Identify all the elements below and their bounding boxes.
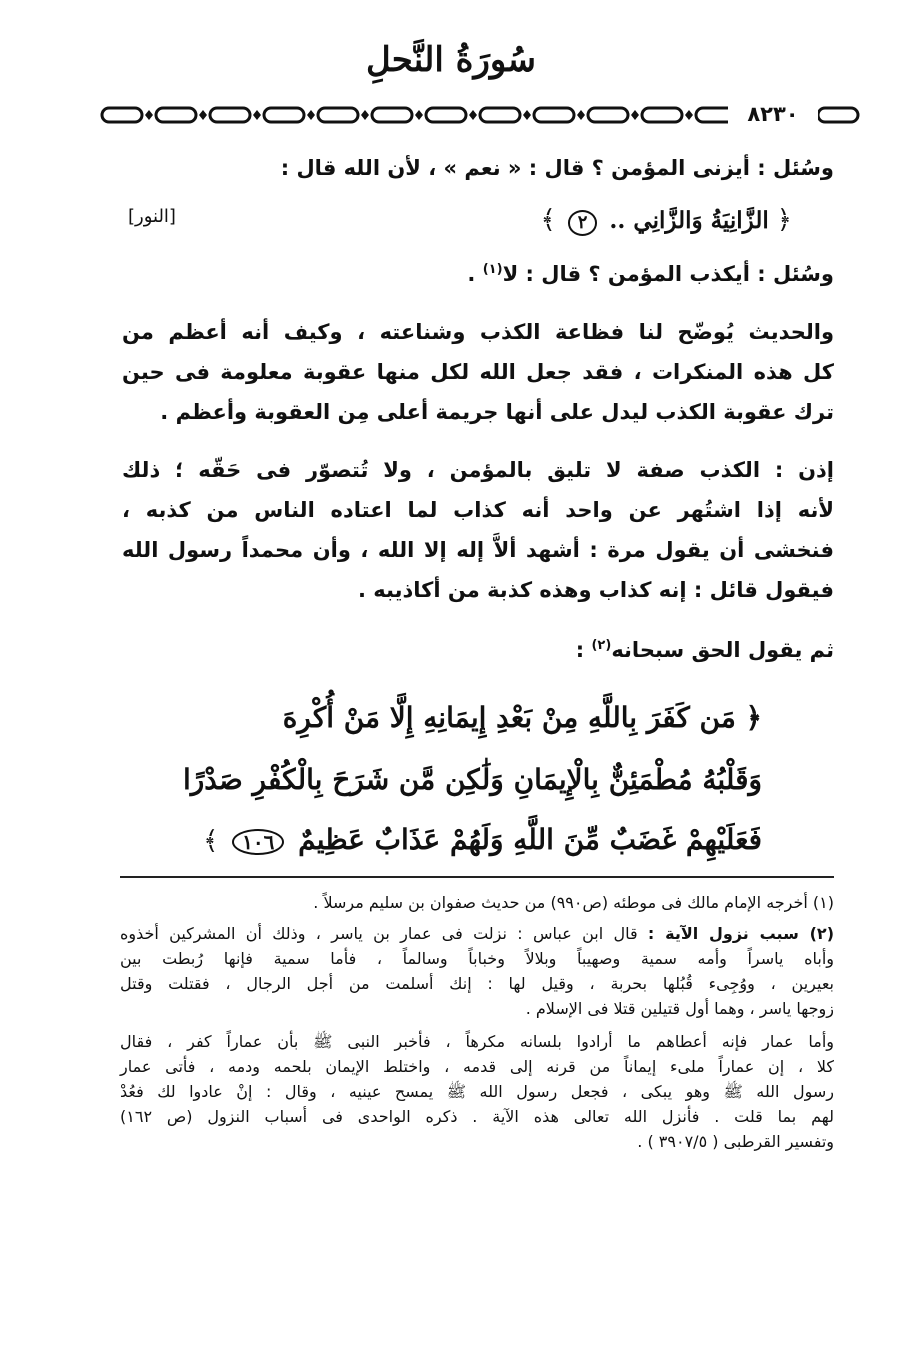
- line-end: .: [467, 262, 483, 286]
- paragraph-2: [122, 450, 834, 610]
- ayah-number-badge: ١٠٦: [232, 829, 284, 855]
- footnote-line: بعيرين ، ووُجِىء قُبُلها بحربة ، وقيل لها : إنك أسلمت من أجل الرجال ، فقتلت وقتل: [120, 974, 834, 993]
- quran-line-1: ﴿ مَن كَفَرَ بِاللَّهِ مِنْ بَعْدِ إِيمَانِهِ إِلَّا مَنْ أُكْرِهَ: [282, 701, 762, 734]
- question-text: وسُئل : أيكذب المؤمن ؟ قال : لا: [502, 262, 834, 286]
- footnote-line: رسول الله ﷺ وهو يبكى ، فجعل رسول الله ﷺ يمسح عينيه ، وقال : إنْ عادوا لك فعُدْ: [120, 1082, 834, 1101]
- text-line: إذن : الكذب صفة لا تليق بالمؤمن ، ولا تُتصوّر فى حَقّه ؛ ذلك: [122, 458, 834, 482]
- intro-text: ثم يقول الحق سبحانه: [611, 638, 834, 662]
- footnote-divider: [120, 876, 834, 878]
- footnote-line: زوجها ياسر ، وهما أول قتيلين قتلا فى الإسلام .: [525, 999, 834, 1018]
- footnote-marker: (١): [482, 262, 503, 277]
- quran-verse-text: فَعَلَيْهِمْ غَضَبٌ مِّنَ اللَّهِ وَلَهُمْ عَذَابٌ عَظِيمٌ: [298, 823, 762, 856]
- verse-close-bracket: ﴾: [540, 205, 556, 235]
- verse-an-nur: [540, 200, 792, 241]
- text-line: والحديث يُوضّح لنا فظاعة الكذب وشناعته ، وكيف أنه أعظم من: [122, 320, 834, 344]
- footnote-line: لهم بما قلت . فأنزل الله تعالى هذه الآية . ذكره الواحدى فى أسباب النزول (ص ١٦٢): [120, 1107, 834, 1126]
- question-line-1: [274, 148, 834, 188]
- footnote-2-text: قال ابن عباس : نزلت فى عمار بن ياسر ، وذلك أن المشركين أخذوه: [120, 924, 638, 943]
- footnote-line: كلا ، إن عماراً ملىء إيماناً من قرنه إلى قدمه ، واختلط الإيمان بلحمه ودمه ، فأتى عمار: [120, 1057, 834, 1076]
- text-line: وسُئل : أيزنى المؤمن ؟ قال : « نعم » ، لأن الله قال :: [280, 156, 834, 180]
- footnote-2-line-1: [120, 921, 834, 946]
- line-end: :: [575, 638, 592, 662]
- paragraph-3: [122, 630, 834, 670]
- ayah-number-badge: ٢: [568, 210, 598, 236]
- surah-reference: [النور]: [128, 206, 176, 227]
- text-line: فيقول قائل : إنه كذاب وهذه كذبة من أكاذيبه .: [358, 578, 834, 602]
- verse-text: الزَّانِيَةُ وَالزَّانِي ..: [609, 207, 769, 234]
- text-line: كل هذه المنكرات ، فقد جعل الله لكل منها عقوبة معلومة فى حين: [122, 360, 834, 384]
- verse-open-bracket: ﴿: [776, 205, 792, 235]
- verse-close-bracket: ﴾: [203, 826, 219, 856]
- text-line: فنخشى أن يقول مرة : أشهد ألاَّ إله إلا الله ، وأن محمداً رسول الله: [122, 538, 834, 562]
- footnote-line: وأباه ياسراً وأمه سمية وصهيباً وبلالاً وخباباً وسالماً ، فأما سمية فإنها رُبطت بين: [120, 949, 834, 968]
- quran-line-2: وَقَلْبُهُ مُطْمَئِنٌّ بِالْإِيمَانِ وَلَٰكِن مَّن شَرَحَ بِالْكُفْرِ صَدْرًا: [183, 763, 762, 796]
- surah-title: سُورَةُ النَّحلِ: [366, 40, 536, 80]
- text-line: ترك عقوبة الكذب ليدل على أنها جريمة أعلى مِن العقوبة وأعظم .: [160, 400, 834, 424]
- text-line: [274, 254, 834, 294]
- footnote-marker: (٢): [591, 638, 612, 653]
- footnote-line: وأما عمار فإنه أعطاهم ما أرادوا بلسانه مكرهاً ، فأخبر النبى ﷺ بأن عماراً كفر ، فقال: [120, 1032, 834, 1051]
- footnote-2-label: (٢) سبب نزول الآية :: [647, 924, 834, 943]
- footnotes: [120, 890, 834, 1154]
- quran-line-3: [203, 812, 762, 869]
- question-line-2: [274, 254, 834, 294]
- paragraph-1: [122, 312, 834, 432]
- text-line: [122, 630, 834, 670]
- page-number: ٨٢٣٠: [728, 99, 818, 129]
- footnote-1: (١) أخرجه الإمام مالك فى موطئه (ص٩٩٠) من حديث صفوان بن سليم مرسلاً .: [313, 893, 834, 912]
- text-line: لأنه إذا اشتُهر عن واحد أنه كذاب لما اعتاده الناس من كذبه ،: [122, 498, 834, 522]
- footnote-line: وتفسير القرطبى ( ٣٩٠٧/٥ ) .: [637, 1132, 834, 1151]
